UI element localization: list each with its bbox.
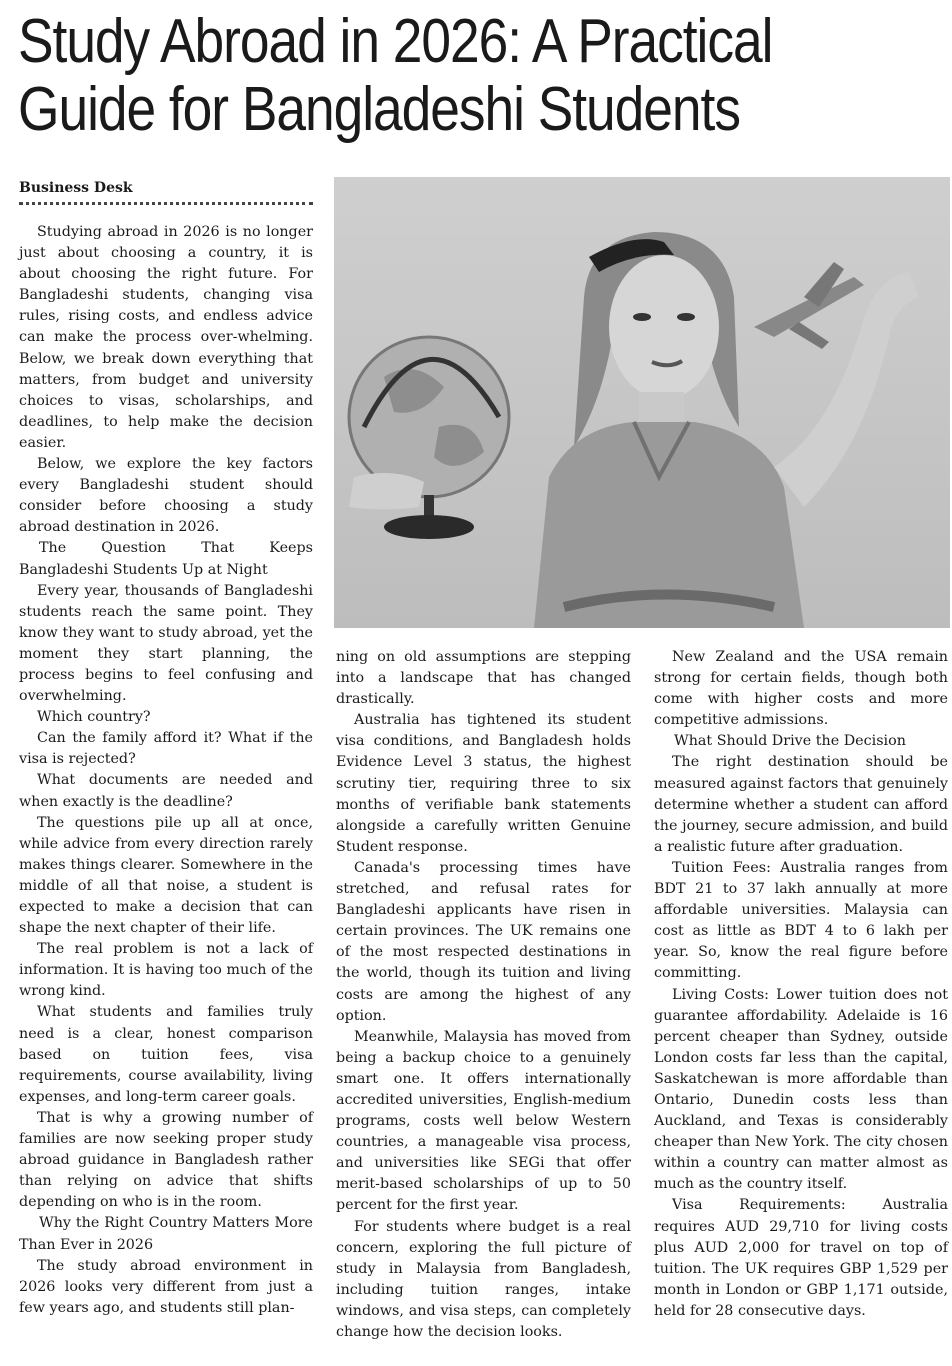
paragraph: New Zealand and the USA remain strong for certain fields, though both come with higher costs and more competitive admissions. — [654, 649, 948, 729]
paragraph: Canada's processing times have stretched, and refusal rates for Bangladeshi applicants have risen in certain provinces. The UK remains one of the most respected destinations in the world, though its tuition and living costs are among the highest of any option. — [336, 859, 631, 1024]
headline-line-2: Guide for Bangladeshi Students — [18, 75, 740, 144]
byline: Business Desk — [19, 180, 313, 205]
paragraph: Tuition Fees: Australia ranges from BDT 21 to 37 lakh annually at more affordable universities. Malaysia can cost as little as BDT 4 to 6 lakh per year. So, know the real figure before committing. — [654, 859, 948, 982]
paragraph: Can the family afford it? What if the visa is rejected? — [19, 730, 313, 768]
paragraph: That is why a growing number of families are now seeking proper study abroad guidance in Bangladesh rather than relying on advice that shifts depending on who is in the room. — [19, 1109, 313, 1211]
paragraph: Australia has tightened its student visa conditions, and Bangladesh holds Evidence Level 3 status, the highest scrutiny tier, requiring three to six months of verifiable bank statements alongside a carefully written Genuine Student response. — [336, 712, 631, 855]
paragraph: The right destination should be measured against factors that genuinely determine whether a student can afford the journey, secure admission, and build a realistic future after graduation. — [654, 754, 948, 855]
paragraph: The study abroad environment in 2026 looks very different from just a few years ago, and students still plan- — [19, 1257, 313, 1316]
column-2 — [336, 647, 631, 1343]
paragraph: Every year, thousands of Bangladeshi students reach the same point. They know they want to study abroad, yet the moment they start planning, the process begins to feel confusing and overwhelming. — [19, 582, 313, 705]
paragraph: What documents are needed and when exactly is the deadline? — [19, 772, 313, 810]
subheading: The Question That Keeps Bangladeshi Students Up at Night — [19, 540, 313, 578]
paragraph: For students where budget is a real concern, exploring the full picture of study in Malaysia from Bangladesh, including tuition ranges, intake windows, and visa steps, can completely change how the decision looks. — [336, 1218, 631, 1340]
paragraph: Living Costs: Lower tuition does not guarantee affordability. Adelaide is 16 percent cheaper than Sydney, outside London costs far less than the capital, Saskatchewan is more affordable than Ontario, Dunedin costs less than Auckland, and Texas is considerably cheaper than New York. The city chosen within a country can matter almost as much as the country itself. — [654, 986, 948, 1193]
column-1 — [19, 222, 313, 1319]
paragraph: What students and families truly need is a clear, honest comparison based on tuition fees, visa requirements, course availability, living expenses, and long-term career goals. — [19, 1004, 313, 1105]
subheading: What Should Drive the Decision — [674, 733, 906, 750]
headline — [18, 8, 818, 144]
paragraph: Below, we explore the key factors every Bangladeshi student should consider before choosing a study abroad destination in 2026. — [19, 456, 313, 536]
paragraph: Studying abroad in 2026 is no longer just about choosing a country, it is about choosing the right future. For Bangladeshi students, changing visa rules, rising costs, and endless advice can make the process over-whelming. Below, we break down everything that matters, from budget and university choices to visas, scholarships, and deadlines, to help make the decision easier. — [19, 224, 313, 451]
paragraph: Visa Requirements: Australia requires AUD 29,710 for living costs plus AUD 2,000 for travel on top of tuition. The UK requires GBP 1,529 per month in London or GBP 1,171 outside, held for 28 consecutive days. — [654, 1197, 948, 1319]
paragraph: The questions pile up all at once, while advice from every direction rarely makes things clearer. Somewhere in the middle of all that noise, a student is expected to make a decision that can shape the next chapter of their life. — [19, 814, 313, 937]
subheading: Why the Right Country Matters More Than Ever in 2026 — [19, 1215, 313, 1253]
article-photo — [334, 177, 950, 628]
headline-line-1: Study Abroad in 2026: A Practical — [18, 7, 773, 76]
paragraph: Which country? — [37, 709, 151, 726]
paragraph: The real problem is not a lack of information. It is having too much of the wrong kind. — [19, 941, 313, 1000]
column-3 — [654, 647, 948, 1322]
paragraph: ning on old assumptions are stepping into a landscape that has changed drastically. — [336, 649, 631, 708]
photo-illustration-icon — [334, 177, 950, 628]
paragraph: Meanwhile, Malaysia has moved from being a backup choice to a genuinely smart one. It offers internationally accredited universities, English-medium programs, costs well below Western countries, a manageable visa process, and universities like SEGi that offer merit-based scholarships of up to 50 percent for the first year. — [336, 1028, 631, 1214]
